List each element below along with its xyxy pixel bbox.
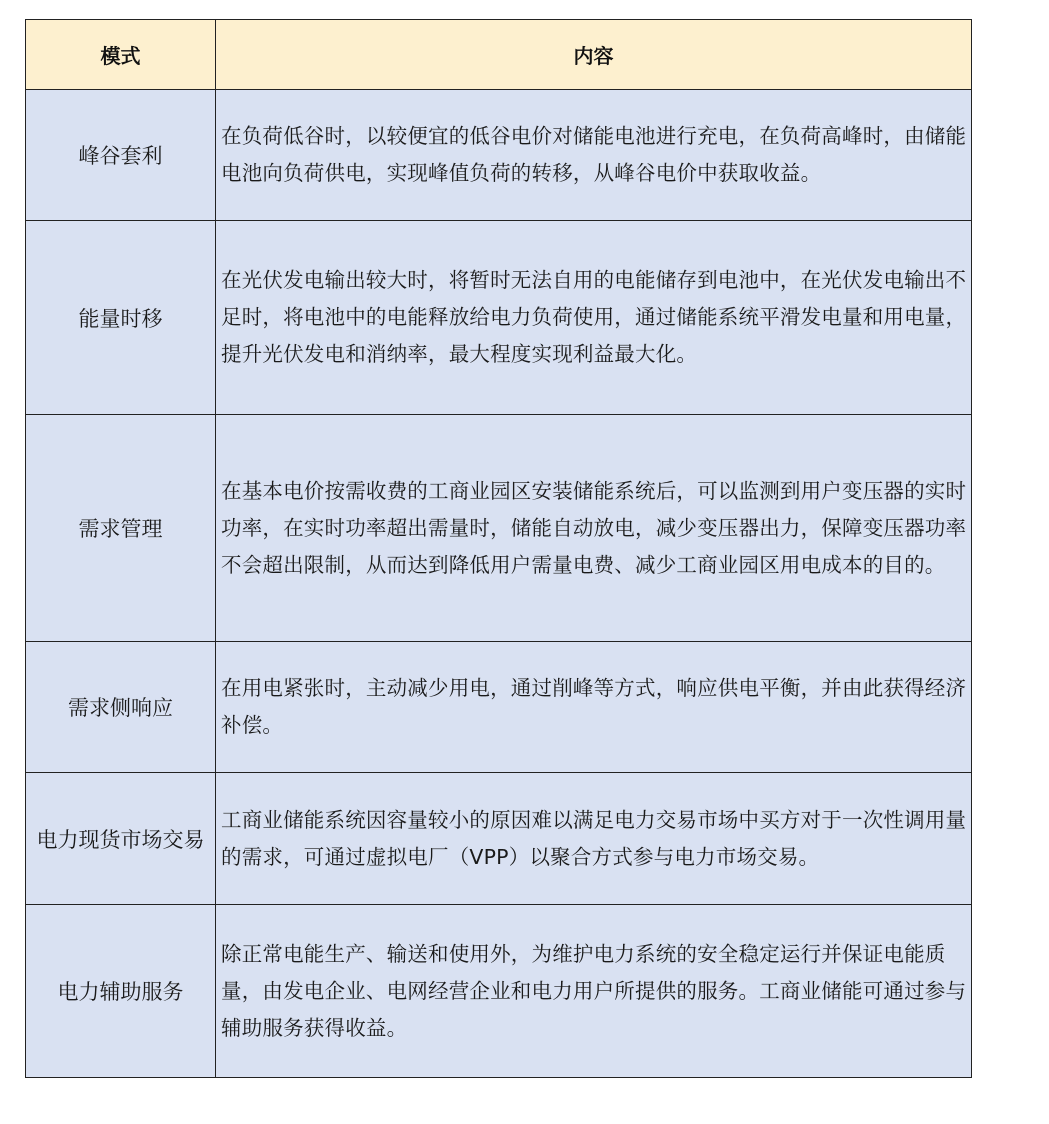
table-row (26, 90, 972, 221)
content-cell: 工商业储能系统因容量较小的原因难以满足电力交易市场中买方对于一次性调用量的需求，可通过虚拟电厂（VPP）以聚合方式参与电力市场交易。 (216, 773, 972, 905)
mode-cell: 峰谷套利 (26, 90, 216, 221)
content-cell: 在负荷低谷时，以较便宜的低谷电价对储能电池进行充电，在负荷高峰时，由储能电池向负荷供电，实现峰值负荷的转移，从峰谷电价中获取收益。 (216, 90, 972, 221)
table-row (26, 642, 972, 773)
content-cell: 除正常电能生产、输送和使用外，为维护电力系统的安全稳定运行并保证电能质量，由发电企业、电网经营企业和电力用户所提供的服务。工商业储能可通过参与辅助服务获得收益。 (216, 905, 972, 1078)
header-content: 内容 (216, 20, 972, 90)
table-row (26, 905, 972, 1078)
energy-storage-modes-table (25, 19, 972, 1078)
mode-cell: 电力辅助服务 (26, 905, 216, 1078)
mode-cell: 能量时移 (26, 221, 216, 415)
content-cell: 在用电紧张时，主动减少用电，通过削峰等方式，响应供电平衡，并由此获得经济补偿。 (216, 642, 972, 773)
table-header-row (26, 20, 972, 90)
table-row (26, 415, 972, 642)
mode-cell: 需求管理 (26, 415, 216, 642)
mode-cell: 电力现货市场交易 (26, 773, 216, 905)
header-mode: 模式 (26, 20, 216, 90)
table-row (26, 773, 972, 905)
table-row (26, 221, 972, 415)
content-cell: 在光伏发电输出较大时，将暂时无法自用的电能储存到电池中，在光伏发电输出不足时，将电池中的电能释放给电力负荷使用，通过储能系统平滑发电量和用电量，提升光伏发电和消纳率，最大程度实现利益最大化。 (216, 221, 972, 415)
mode-cell: 需求侧响应 (26, 642, 216, 773)
content-cell: 在基本电价按需收费的工商业园区安装储能系统后，可以监测到用户变压器的实时功率，在实时功率超出需量时，储能自动放电，减少变压器出力，保障变压器功率不会超出限制，从而达到降低用户需量电费、减少工商业园区用电成本的目的。 (216, 415, 972, 642)
